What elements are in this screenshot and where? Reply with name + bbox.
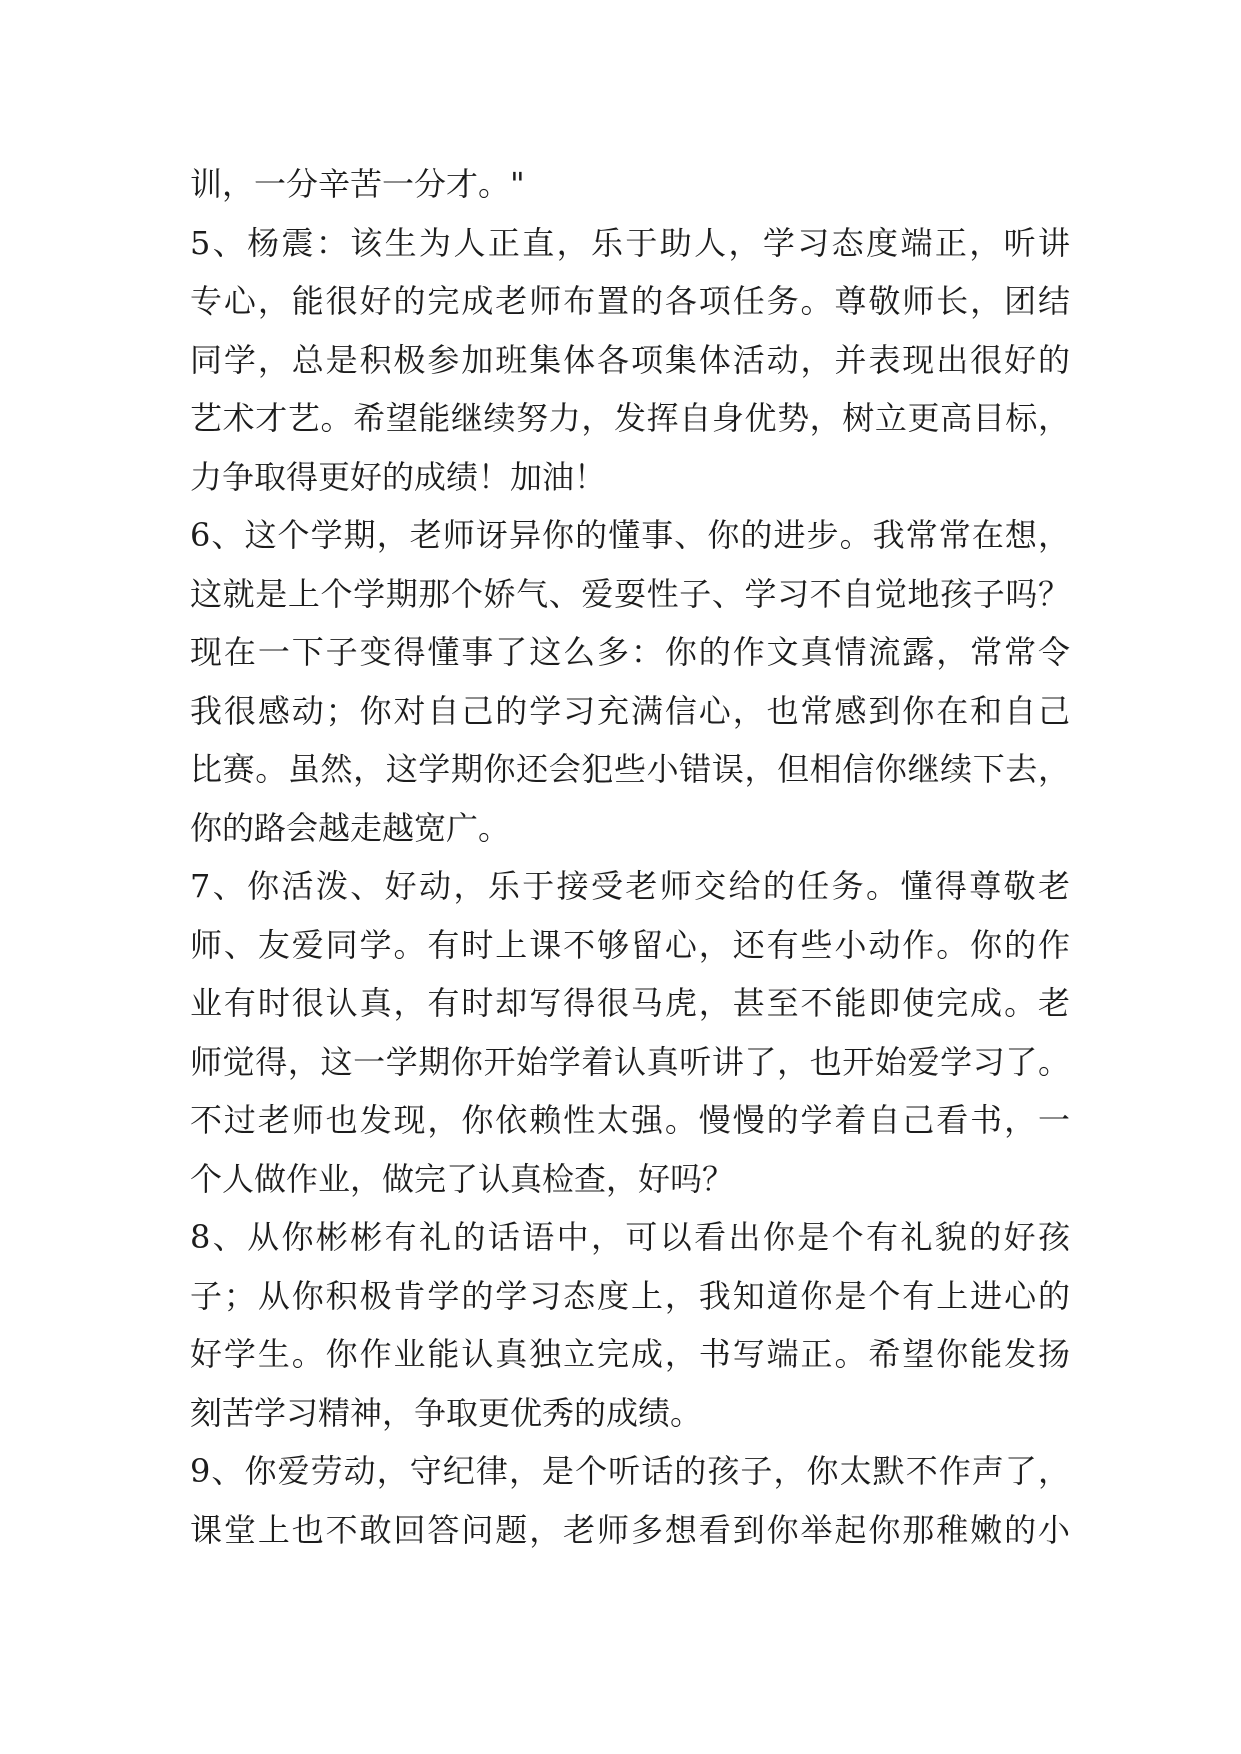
document-body bbox=[190, 155, 1070, 1559]
text-line: 现在一下子变得懂事了这么多：你的作文真情流露，常常令 bbox=[190, 633, 1070, 671]
text-line: 6、这个学期，老师讶异你的懂事、你的进步。我常常在想， bbox=[190, 516, 1070, 554]
text-line: 同学，总是积极参加班集体各项集体活动，并表现出很好的 bbox=[190, 340, 1070, 379]
text-line: 这就是上个学期那个娇气、爱耍性子、学习不自觉地孩子吗？ bbox=[190, 574, 1070, 613]
text-line: 力争取得更好的成绩！加油！ bbox=[190, 457, 607, 496]
text-line: 师觉得，这一学期你开始学着认真听讲了，也开始爱学习了。 bbox=[190, 1042, 1070, 1081]
text-line: 课堂上也不敢回答问题，老师多想看到你举起你那稚嫩的小 bbox=[190, 1510, 1070, 1549]
text-line: 专心，能很好的完成老师布置的各项任务。尊敬师长，团结 bbox=[190, 282, 1070, 320]
text-line: 子；从你积极肯学的学习态度上，我知道你是个有上进心的 bbox=[190, 1276, 1070, 1315]
text-line: 比赛。虽然，这学期你还会犯些小错误，但相信你继续下去， bbox=[190, 750, 1070, 788]
text-line: 5、杨震：该生为人正直，乐于助人，学习态度端正，听讲 bbox=[190, 223, 1070, 262]
text-line: 好学生。你作业能认真独立完成，书写端正。希望你能发扬 bbox=[190, 1335, 1070, 1373]
text-line: 不过老师也发现，你依赖性太强。慢慢的学着自己看书，一 bbox=[190, 1101, 1070, 1139]
text-line: 个人做作业，做完了认真检查，好吗？ bbox=[190, 1159, 735, 1198]
text-line: 8、从你彬彬有礼的话语中，可以看出你是个有礼貌的好孩 bbox=[190, 1218, 1070, 1256]
text-line: 刻苦学习精神，争取更优秀的成绩。 bbox=[190, 1393, 703, 1432]
text-line: 师、友爱同学。有时上课不够留心，还有些小动作。你的作 bbox=[190, 925, 1070, 964]
text-line: 我很感动；你对自己的学习充满信心，也常感到你在和自己 bbox=[190, 691, 1070, 730]
text-line: 7、你活泼、好动，乐于接受老师交给的任务。懂得尊敬老 bbox=[190, 867, 1070, 905]
text-line: 训，一分辛苦一分才。" bbox=[190, 165, 525, 203]
text-line: 业有时很认真，有时却写得很马虎，甚至不能即使完成。老 bbox=[190, 984, 1070, 1022]
text-line: 你的路会越走越宽广。 bbox=[190, 808, 511, 847]
text-line: 9、你爱劳动，守纪律，是个听话的孩子，你太默不作声了， bbox=[190, 1452, 1070, 1490]
text-line: 艺术才艺。希望能继续努力，发挥自身优势，树立更高目标， bbox=[190, 399, 1070, 437]
